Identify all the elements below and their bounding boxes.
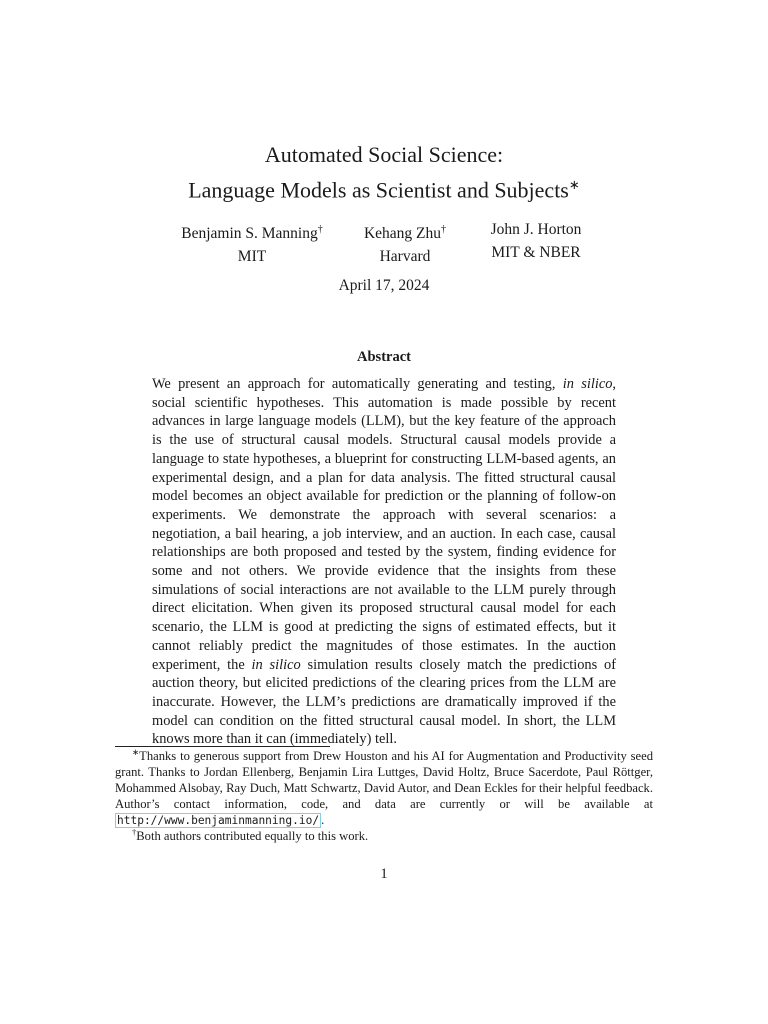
footnote-1 — [115, 746, 653, 829]
footnote-2-text: Both authors contributed equally to this work. — [136, 828, 369, 843]
abstract-emphasis-2: in silico — [251, 656, 301, 673]
page-number: 1 — [380, 866, 388, 882]
author-2-name: Kehang Zhu — [363, 225, 442, 243]
author-2-name-line — [350, 218, 460, 245]
footnotes — [115, 746, 653, 844]
abstract-heading: Abstract — [357, 349, 411, 365]
title-line-2 — [0, 170, 768, 205]
author-1 — [172, 218, 332, 268]
author-1-mark: † — [317, 224, 323, 235]
paper-title — [0, 140, 768, 205]
author-2-affiliation: Harvard — [379, 248, 431, 266]
footnote-rule — [115, 746, 330, 747]
author-1-name: Benjamin S. Manning — [181, 225, 318, 243]
author-3-affiliation: MIT & NBER — [491, 244, 581, 261]
author-3-name-line — [476, 218, 596, 241]
abstract-emphasis-1: in silico — [562, 376, 613, 392]
author-1-name-line — [172, 218, 332, 245]
footnote-2-mark: † — [132, 826, 137, 837]
paper-date: April 17, 2024 — [338, 277, 430, 294]
author-3-name: John J. Horton — [490, 221, 582, 238]
title-footnote-mark: ∗ — [568, 177, 580, 192]
author-2-mark: † — [441, 224, 447, 235]
abstract-text-2: , social scientific hypotheses. This automation is made possible by recent advances in large language models (LLM), but the key feature of the approach is the use of structural causal models. Structural causal models provide a language to state hypotheses, a blueprint for constructing LLM-based agents, an experimental design, and a plan for data analysis. The fitted structural causal model becomes an object available for prediction or the planning of follow-on experiments. We demonstrate the approach with several scenarios: a negotiation, a bail hearing, a job interview, and an auction. In each case, causal relationships are both proposed and tested by the system, finding evidence for some and not others. We provide evidence that the insights from these simulations of social interactions are not available to the LLM purely through direct elicitation. When given its proposed structural causal model for each scenario, the LLM is good at predicting the signs of estimated effects, but it cannot reliably predict the magnitudes of those estimates. In the auction experiment, the — [152, 376, 617, 673]
footnote-2 — [115, 826, 653, 845]
footnote-1-mark: ∗ — [132, 746, 140, 757]
abstract-text-1: We present an approach for automatically generating and testing, — [152, 376, 563, 392]
author-3 — [476, 218, 596, 264]
author-1-affiliation: MIT — [237, 248, 267, 266]
footnote-1-text: Thanks to generous support from Drew Houston and his AI for Augmentation and Productivity seed grant. Thanks to Jordan Ellenberg, Benjamin Lira Luttges, David Holtz, Bruce Sacerdote, Paul Röttger, Mohammed Alsobay, Ray Duch, Matt Schwartz, David Autor, and Dean Eckles for their helpful feedback. Author’s contact information, code, and data are currently or will be available at — [115, 749, 653, 811]
abstract-body — [152, 375, 616, 749]
footnote-1-end: . — [321, 812, 325, 827]
title-line-2-text: Language Models as Scientist and Subjects — [188, 177, 569, 203]
abstract-text-3: simulation results closely match the predictions of auction theory, but elicited predictions of the clearing prices from the LLM are inaccurate. However, the LLM’s predictions are dramatically improved if the model can condition on the fitted structural causal model. In short, the LLM knows more than it can (immediately) tell. — [152, 656, 616, 748]
title-line-1: Automated Social Science: — [264, 142, 504, 167]
author-2 — [350, 218, 460, 268]
contact-url-link[interactable]: http://www.benjaminmanning.io/ — [117, 813, 320, 827]
